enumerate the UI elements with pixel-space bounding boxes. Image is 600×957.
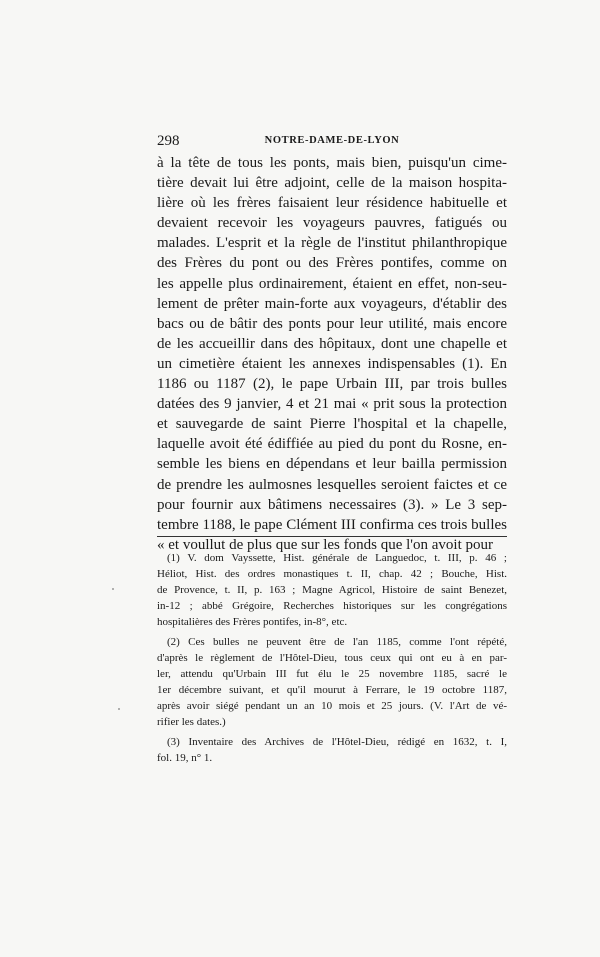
body-line: laquelle avoit été édiffiée au pied du pont du Rosne, en- (157, 436, 507, 453)
body-line: datées des 9 janvier, 4 et 21 mai « prit sous la protection (157, 396, 507, 413)
footnote-line: d'après le règlement de l'Hôtel-Dieu, tous ceux qui ont eu à en par- (157, 652, 507, 664)
body-line: un cimetière étaient les annexes indispensables (1). En (157, 355, 507, 372)
body-line: tière devait lui être adjoint, celle de la maison hospita- (157, 175, 507, 192)
footnote-line: (3) Inventaire des Archives de l'Hôtel-Dieu, rédigé en 1632, t. I, (167, 736, 507, 748)
footnote-line: Héliot, Hist. des ordres monastiques t. II, chap. 42 ; Bouche, Hist. (157, 568, 507, 580)
body-line: bacs ou de bâtir des ponts pour leur utilité, mais encore (157, 315, 507, 332)
footnotes (157, 550, 507, 770)
body-line: et sauvegarde de saint Pierre l'hospital et la chapelle, (157, 416, 507, 433)
footnote-2 (157, 634, 507, 730)
running-title: NOTRE-DAME-DE-LYON (264, 135, 400, 146)
body-text (157, 153, 507, 555)
body-line: devaient recevoir les voyageurs pauvres, fatigués ou (157, 215, 507, 232)
footnote-line: rifier les dates.) (157, 716, 226, 728)
footnote-divider (157, 536, 507, 537)
body-line: des Frères du pont ou des Frères pontifes, comme on (157, 255, 507, 272)
footnote-line: ler, attendu qu'Urbain III fut élu le 25 novembre 1185, sacré le (157, 668, 507, 680)
footnote-line: (1) V. dom Vayssette, Hist. générale de Languedoc, t. III, p. 46 ; (167, 552, 507, 564)
body-line: de les accueillir dans des hôpitaux, dont une chapelle et (157, 335, 507, 352)
body-line: à la tête de tous les ponts, mais bien, puisqu'un cime- (157, 155, 507, 171)
body-line: lière où les frères faisaient leur résidence habituelle et (157, 195, 507, 212)
body-line: de prendre les aulmosnes lesquelles seroient faictes et ce (157, 476, 507, 493)
paper-speck (118, 708, 120, 710)
paper-speck (112, 588, 114, 590)
footnote-line: 1er décembre suivant, et qu'il mourut à Ferrare, le 19 octobre 1187, (157, 684, 507, 696)
footnote-line: (2) Ces bulles ne peuvent être de l'an 1185, comme l'ont répété, (167, 636, 507, 648)
body-line: pour fournir aux bâtimens necessaires (3). » Le 3 sep- (157, 496, 507, 513)
body-line: « et voullut de plus que sur les fonds que l'on avoit pour (157, 536, 493, 553)
body-line: les appelle plus ordinairement, étaient en effet, non-seu- (157, 275, 507, 292)
footnote-line: in-12 ; abbé Grégoire, Recherches historiques sur les congrégations (157, 600, 507, 612)
footnote-line: hospitalières des Frères pontifes, in-8°, etc. (157, 616, 348, 628)
page-number: 298 (157, 133, 180, 149)
body-line: semble les biens en dépendans et leur bailla permission (157, 456, 507, 473)
footnote-line: fol. 19, n° 1. (157, 752, 213, 764)
body-line: malades. L'esprit et la règle de l'institut philanthropique (157, 235, 507, 252)
footnote-3 (157, 734, 507, 766)
body-line: 1186 ou 1187 (2), le pape Urbain III, par trois bulles (157, 376, 507, 393)
footnote-line: de Provence, t. II, p. 163 ; Magne Agricol, Histoire de saint Benezet, (157, 584, 507, 596)
footnote-1 (157, 550, 507, 630)
footnote-line: après avoir siégé pendant un an 10 mois et 25 jours. (V. l'Art de vé- (157, 700, 507, 712)
body-line: tembre 1188, le pape Clément III confirma ces trois bulles (157, 516, 507, 533)
body-line: lement de prêter main-forte aux voyageurs, d'établir des (157, 295, 507, 312)
page-header (157, 133, 507, 149)
